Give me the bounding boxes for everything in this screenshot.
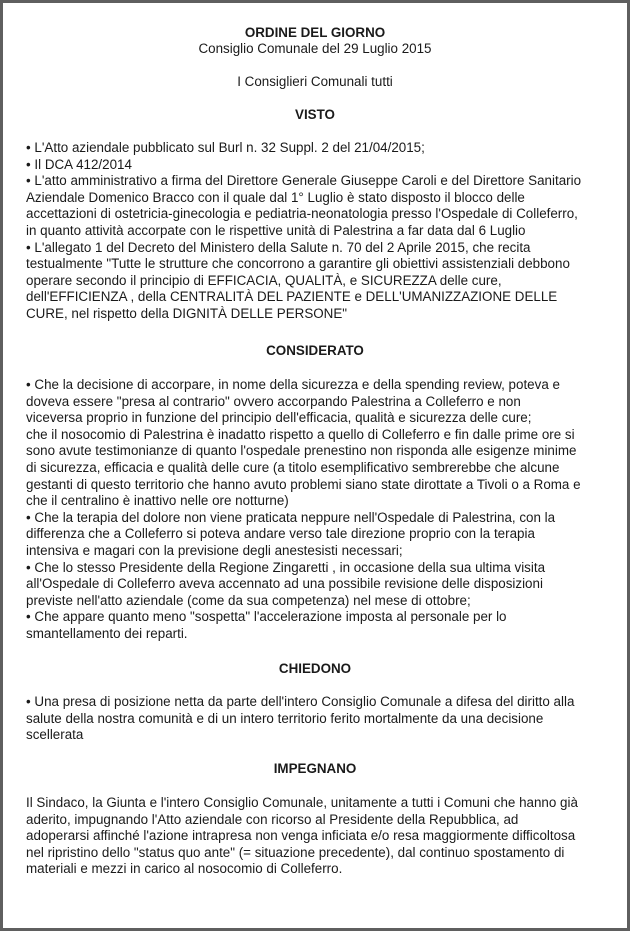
visto-line: • L'Atto aziendale pubblicato sul Burl n. 32 Suppl. 2 del 21/04/2015; (26, 140, 425, 155)
visto-line: operare secondo il principio di EFFICACIA, QUALITÀ, e SICUREZZA delle cure, (26, 272, 502, 288)
considerato-line: • Che appare quanto meno "sospetta" l'accelerazione imposta al personale per lo (26, 609, 507, 625)
considerato-line: sono avute testimonianze di quanto l'ospedale prenestino non risponda alle esigenze minime (26, 443, 577, 459)
considerato-line: • Che la decisione di accorpare, in nome della sicurezza e della spending review, poteva e (26, 377, 560, 392)
chiedono-line: • Una presa di posizione netta da parte dell'intero Consiglio Comunale a difesa del diritto alla (26, 694, 575, 709)
document-page (3, 3, 627, 928)
section-heading-chiedono: CHIEDONO (278, 661, 352, 676)
section-impegnano (26, 795, 616, 878)
considerato-line: • Che lo stesso Presidente della Regione Zingaretti , in occasione della sua ultima visita (26, 559, 546, 575)
visto-line: in quanto attività accorpate con le rispettive unità di Palestrina a far data dal 6 Luglio (26, 222, 526, 238)
considerato-line: all'Ospedale di Colleferro aveva accennato ad una possibile revisione delle disposizioni (26, 576, 543, 592)
visto-line: • Il DCA 412/2014 (26, 156, 132, 172)
considerato-line: gestanti di questo territorio che hanno avuto problemi siano state dirottate a Tivoli o a Roma e (26, 476, 581, 492)
visto-line: CURE, nel rispetto della DIGNITÀ DELLE PERSONE" (26, 305, 348, 321)
considerato-line: che il nosocomio di Palestrina è inadatto rispetto a quello di Colleferro e fin dalle prime ore si (26, 426, 575, 442)
considerato-line: previste nell'atto aziendale (come da sua competenza) nel mese di ottobre; (26, 592, 471, 608)
visto-line: Aziendale Domenico Bracco con il quale dal 1° Luglio è stato disposto il blocco delle (26, 189, 525, 205)
visto-line: dell'EFFICIENZA , della CENTRALITÀ DEL PAZIENTE e DELL'UMANIZZAZIONE DELLE (26, 289, 558, 305)
chiedono-line: scellerata (26, 727, 84, 743)
document-subtitle: Consiglio Comunale del 29 Luglio 2015 (198, 41, 432, 56)
considerato-line: di sicurezza, efficacia e qualità delle cure (a titolo esemplificativo sembrerebbe che alcune (26, 459, 560, 475)
section-heading-visto: VISTO (295, 107, 335, 122)
visto-line: • L'allegato 1 del Decreto del Ministero della Salute n. 70 del 2 Aprile 2015, che recita (26, 239, 531, 255)
visto-line: testualmente "Tutte le strutture che concorrono a garantire gli obiettivi assistenziali debbono (26, 256, 570, 272)
considerato-line: smantellamento dei reparti. (26, 625, 188, 641)
considerato-line: doveva essere "presa al contrario" ovvero accorpando Palestrina a Colleferro e non (26, 393, 521, 409)
section-chiedono (26, 694, 616, 744)
visto-line: • L'atto amministrativo a firma del Direttore Generale Giuseppe Caroli e del Direttore Sanitario (26, 173, 582, 189)
considerato-line: intensiva e magari con la previsione degli anestesisti necessari; (26, 542, 403, 558)
impegnano-line: Il Sindaco, la Giunta e l'intero Consiglio Comunale, unitamente a tutti i Comuni che hanno già (26, 795, 578, 810)
impegnano-line: aderito, impugnando l'Atto aziendale con ricorso al Presidente della Repubblica, ad (26, 811, 519, 827)
impegnano-line: materiali e mezzi in carico al nosocomio di Colleferro. (26, 861, 343, 877)
considerato-line: differenza che a Colleferro si poteva andare verso tale direzione proprio con la terapia (26, 526, 535, 542)
impegnano-line: adoperarsi affinché l'azione intrapresa non venga inficiata e/o resa maggiormente difficoltosa (26, 828, 576, 844)
section-heading-impegnano: IMPEGNANO (273, 761, 357, 776)
visto-line: accettazioni di ostetricia-ginecologia e pediatria-neonatologia presso l'Ospedale di Colleferro, (26, 206, 578, 222)
signatories: I Consiglieri Comunali tutti (237, 74, 393, 89)
chiedono-line: salute della nostra comunità e di un intero territorio ferito mortalmente da una decisione (26, 710, 544, 726)
section-visto (26, 140, 616, 323)
considerato-line: viceversa proprio in funzione del principio dell'efficacia, qualità e sicurezza delle cure; (26, 410, 532, 426)
section-considerato (26, 377, 616, 643)
considerato-line: che il centralino è inattivo nelle ore notturne) (26, 493, 289, 509)
impegnano-line: nel ripristino dello "status quo ante" (= situazione precedente), dal continuo spostamento di (26, 844, 565, 860)
document-title: ORDINE DEL GIORNO (244, 25, 386, 40)
section-heading-considerato: CONSIDERATO (266, 343, 364, 358)
considerato-line: • Che la terapia del dolore non viene praticata neppure nell'Ospedale di Palestrina, con la (26, 509, 556, 525)
